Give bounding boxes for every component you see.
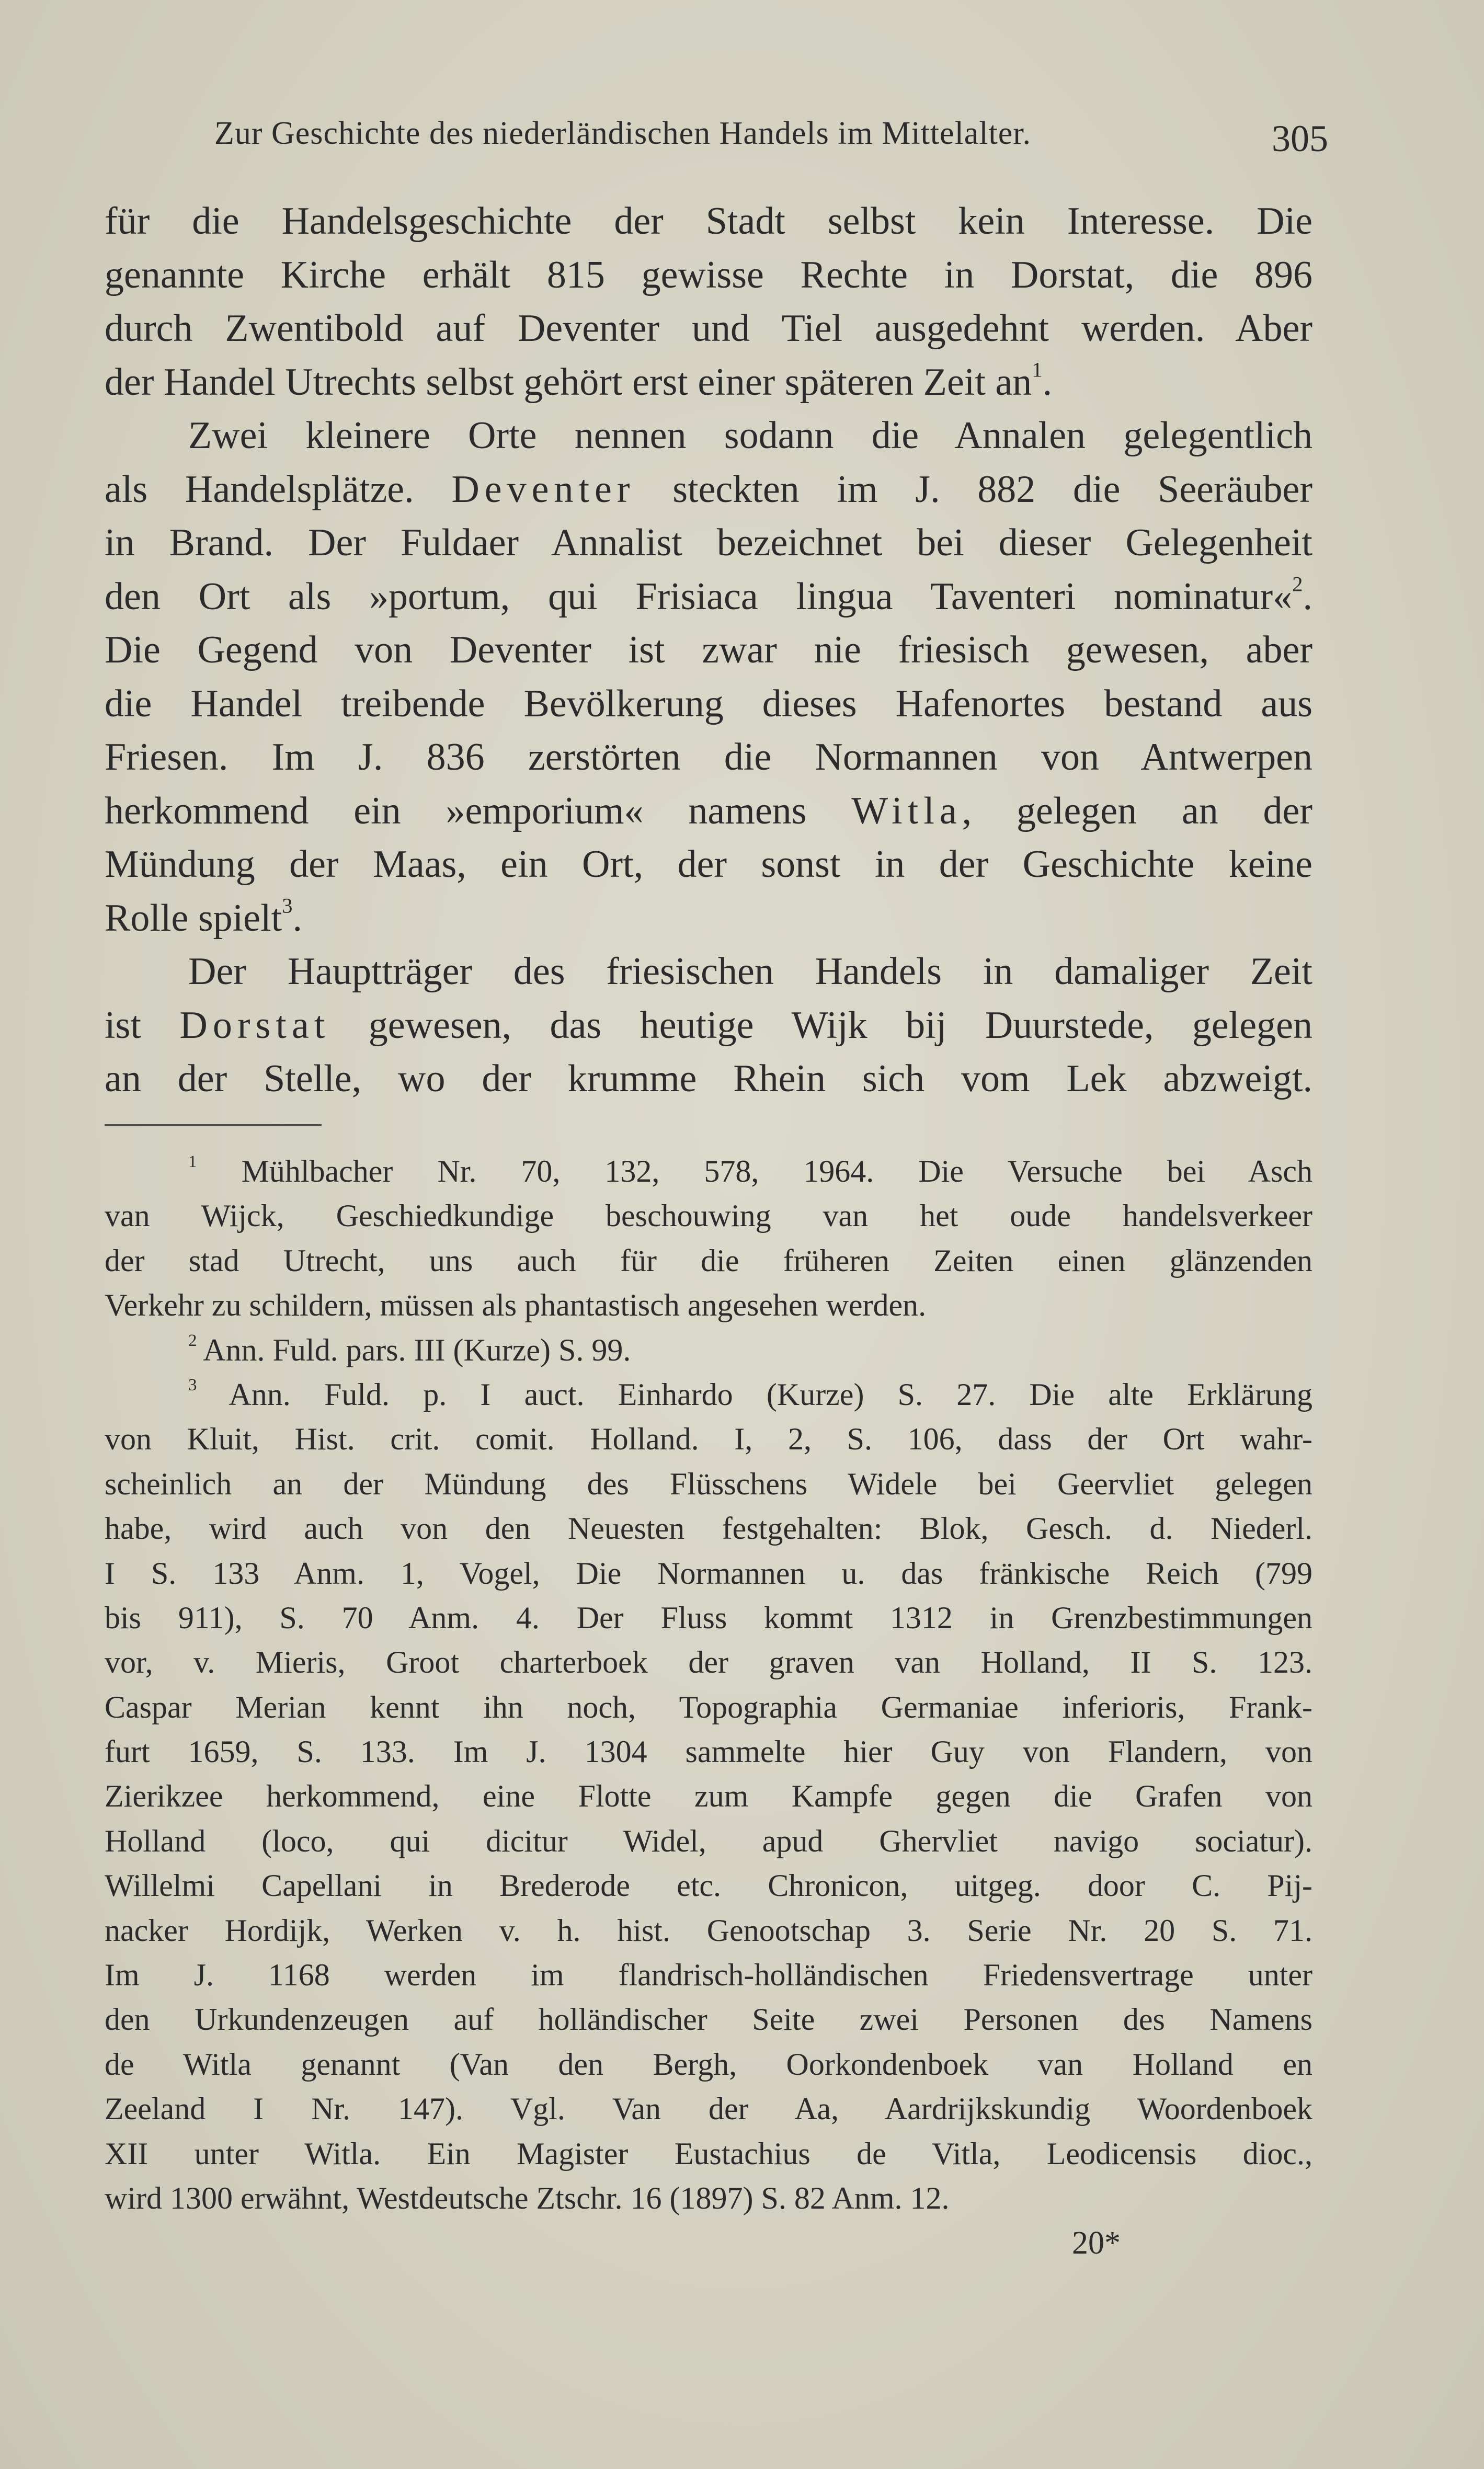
footnote-line: Zeeland I Nr. 147). Vgl. Van der Aa, Aardrijkskundig Woordenboek	[105, 2091, 1312, 2127]
text-line: Friesen. Im J. 836 zerstörten die Normannen von Antwerpen	[105, 736, 1312, 779]
footnote-line: furt 1659, S. 133. Im J. 1304 sammelte hier Guy von Flandern, von	[105, 1734, 1312, 1769]
text-line: die Handel treibende Bevölkerung dieses Hafenortes bestand aus	[105, 682, 1312, 725]
text-line: herkommend ein »emporium« namens Witla, gelegen an der	[105, 789, 1312, 832]
footnote-line: Holland (loco, qui dicitur Widel, apud Ghervliet navigo sociatur).	[105, 1823, 1312, 1858]
footnote-line: $^1$ Mühlbacher Nr. 70, 132, 578, 1964. Die Versuche bei Asch	[188, 1152, 1312, 1188]
footnote-line: scheinlich an der Mündung des Flüsschens Widele bei Geervliet gelegen	[105, 1466, 1312, 1501]
text-line: der Handel Utrechts selbst gehört erst einer späteren Zeit $an^1$.	[105, 357, 1053, 404]
text-line: in Brand. Der Fuldaer Annalist bezeichnet bei dieser Gelegenheit	[105, 521, 1312, 564]
footnote-line: wird 1300 erwähnt, Westdeutsche Ztschr. 16 (1897) S. 82 Anm. 12.	[105, 2180, 950, 2215]
text-line: Der Hauptträger des friesischen Handels in damaliger Zeit	[188, 950, 1312, 993]
spaced-name-witla: Witla	[851, 789, 962, 832]
footnote-line: XII unter Witla. Ein Magister Eustachius de Vitla, Leodicensis dioc.,	[105, 2136, 1312, 2171]
text-line: als Handelsplätze. Deventer steckten im J. 882 die Seeräuber	[105, 467, 1312, 511]
footnote-line: den Urkundenzeugen auf holländischer Seite zwei Personen des Namens	[105, 2002, 1312, 2037]
text-line: Mündung der Maas, ein Ort, der sonst in der Geschichte keine	[105, 843, 1312, 886]
text-line: Die Gegend von Deventer ist zwar nie friesisch gewesen, aber	[105, 628, 1312, 671]
footnotes	[105, 1149, 1312, 2221]
text-line: für die Handelsgeschichte der Stadt selbst kein Interesse. Die	[105, 200, 1312, 243]
footnote-line: nacker Hordijk, Werken v. h. hist. Genootschap 3. Serie Nr. 20 S. 71.	[105, 1913, 1312, 1948]
footnote-line: von Kluit, Hist. crit. comit. Holland. I, 2, S. 106, dass der Ort wahr-	[105, 1422, 1312, 1457]
text-line: genannte Kirche erhält 815 gewisse Rechte in Dorstat, die 896	[105, 253, 1312, 296]
main-text	[105, 195, 1312, 1106]
footnote-ref-2: 2	[1292, 571, 1303, 596]
footnote-line: bis 911), S. 70 Anm. 4. Der Fluss kommt 1312 in Grenzbestimmungen	[105, 1600, 1312, 1635]
footnote-mark-2: 2	[188, 1331, 197, 1350]
text-line: Zwei kleinere Orte nennen sodann die Annalen gelegentlich	[188, 414, 1312, 457]
footnote-line: vor, v. Mieris, Groot charterboek der graven van Holland, II S. 123.	[105, 1645, 1312, 1680]
spaced-name-dorstat: Dorstat	[179, 1003, 330, 1047]
spaced-name-deventer: Deventer	[451, 467, 635, 511]
footnote-mark-1: 1	[188, 1152, 197, 1171]
footnote-line: I S. 133 Anm. 1, Vogel, Die Normannen u. das fränkische Reich (799	[105, 1556, 1312, 1591]
footnote-line: Im J. 1168 werden im flandrisch-holländischen Friedensvertrage unter	[105, 1958, 1312, 1993]
page-header	[214, 110, 1328, 162]
footnote-line: der stad Utrecht, uns auch für die früheren Zeiten einen glänzenden	[105, 1243, 1312, 1278]
footnote-mark-3: 3	[188, 1375, 197, 1394]
text-line: den Ort als »portum, qui Frisiaca lingua Taventeri nominatur«$^2$.	[105, 571, 1312, 618]
footnote-line: Zierikzee herkommend, eine Flotte zum Kampfe gegen die Grafen von	[105, 1779, 1312, 1814]
footnote-line: $^2$ Ann. Fuld. pars. III (Kurze) S. 99.	[188, 1331, 631, 1367]
text-line: ist Dorstat gewesen, das heutige Wijk bij Duurstede, gelegen	[105, 1003, 1312, 1047]
footnote-line: Verkehr zu schildern, müssen als phantastisch angesehen werden.	[105, 1288, 927, 1323]
footnote-line: de Witla genannt (Van den Bergh, Oorkondenboek van Holland en	[105, 2047, 1312, 2082]
text-line: an der Stelle, wo der krumme Rhein sich vom Lek abzweigt.	[105, 1057, 1312, 1100]
footnote-ref-1: 1	[1032, 357, 1043, 381]
running-head: Zur Geschichte des niederländischen Handels im Mittelalter.	[214, 116, 1032, 151]
signature-mark: 20*	[1072, 2225, 1121, 2261]
footnote-line: Willelmi Capellani in Brederode etc. Chronicon, uitgeg. door C. Pij-	[105, 1868, 1312, 1903]
footnote-line: $^3$ Ann. Fuld. p. I auct. Einhardo (Kurze) S. 27. Die alte Erklärung	[188, 1375, 1312, 1412]
footnote-line: habe, wird auch von den Neuesten festgehalten: Blok, Gesch. d. Niederl.	[105, 1511, 1312, 1546]
text-line: Rolle spielt$^3$.	[105, 893, 302, 940]
page-number: 305	[1272, 118, 1328, 159]
text-line: durch Zwentibold auf Deventer und Tiel ausgedehnt werden. Aber	[105, 307, 1312, 350]
footnote-divider	[105, 1124, 322, 1126]
footnote-ref-3: 3	[282, 893, 293, 917]
footnote-line: van Wijck, Geschiedkundige beschouwing van het oude handelsverkeer	[105, 1198, 1312, 1233]
footnote-line: Caspar Merian kennt ihn noch, Topographia Germaniae inferioris, Frank-	[105, 1689, 1312, 1724]
